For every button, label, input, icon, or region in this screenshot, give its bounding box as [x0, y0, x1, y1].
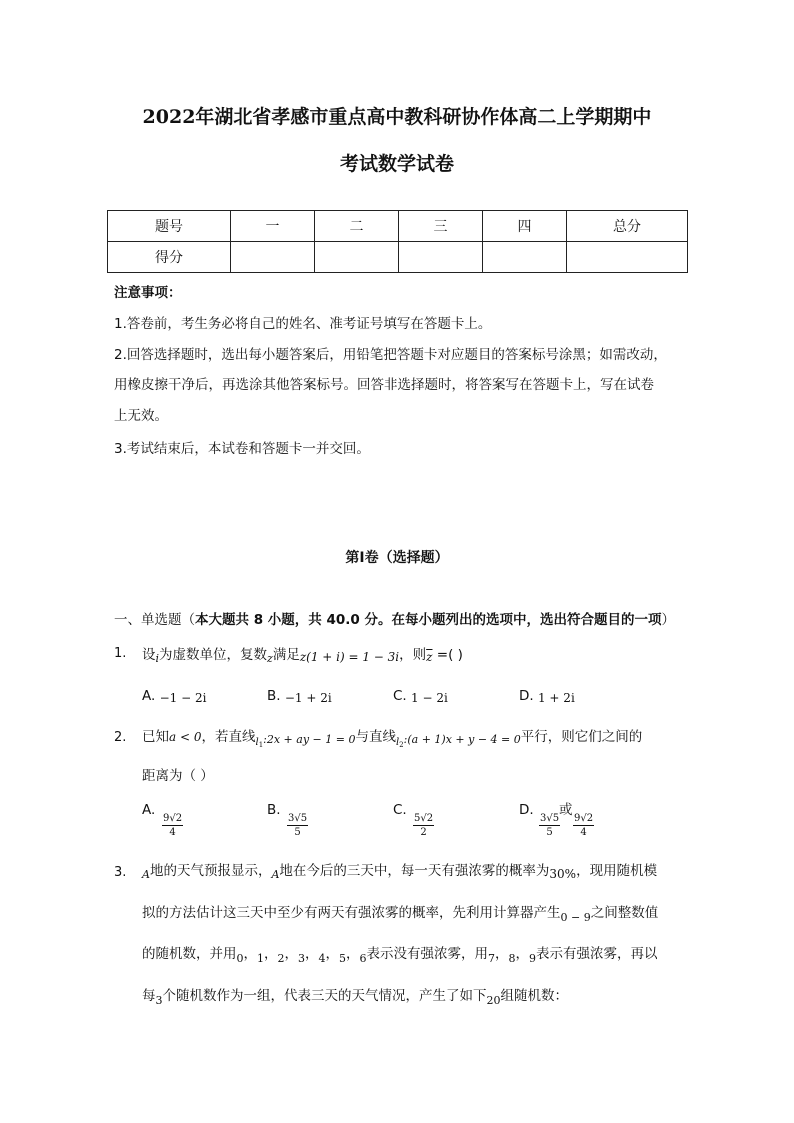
score-table-header-row: [108, 211, 688, 242]
score-cell: [315, 242, 399, 273]
q3-comma: ，: [243, 946, 257, 962]
q3-digit: 7: [488, 952, 495, 965]
numerator: 9√2: [574, 813, 594, 824]
question-2-stem-line2: 距离为（ ）: [142, 768, 214, 784]
denominator: 4: [169, 827, 176, 838]
q2-line1-symbol: l: [255, 737, 259, 748]
header-cell: 二: [315, 211, 399, 242]
q3-text: 个随机数作为一组，代表三天的天气情况，产生了如下: [162, 988, 487, 1004]
q2-option-d-fraction-1: [539, 812, 560, 839]
notice-item-2-line1: 2.回答选择题时，选出每小题答案后，用铅笔把答题卡对应题目的答案标号涂黑；如需改动，: [114, 347, 667, 363]
q3-text: 组随机数：: [500, 988, 568, 1004]
denominator: 2: [420, 827, 427, 838]
q2-text: 平行，则它们之间的: [520, 729, 643, 745]
q1-text: 设: [142, 647, 156, 663]
q1-text: ，则: [399, 647, 427, 663]
q1-option-c[interactable]: [393, 686, 448, 708]
q2-line2-subscript: 2: [399, 741, 404, 749]
denominator: 4: [580, 827, 587, 838]
q2-option-a[interactable]: [142, 800, 155, 820]
header-cell: 三: [399, 211, 483, 242]
score-table-score-row: [108, 242, 688, 273]
q3-digit: 2: [277, 952, 285, 965]
q3-digit: 9: [529, 952, 536, 965]
question-3-stem-line1: [142, 861, 657, 885]
question-3-stem-line2: [142, 903, 658, 928]
header-cell: 题号: [108, 211, 231, 242]
question-number: 1.: [114, 646, 127, 661]
header-cell: 总分: [567, 211, 688, 242]
q3-comma: ，: [325, 946, 339, 962]
q3-number: 3: [155, 994, 163, 1007]
q3-text: 的随机数，并用: [142, 946, 237, 962]
option-label: C.: [393, 802, 407, 818]
q1-option-d[interactable]: [519, 686, 575, 708]
question-number: 2.: [114, 730, 127, 745]
q3-text: ，现用随机模: [576, 863, 658, 879]
option-label: B.: [267, 802, 281, 818]
question-2-stem: [142, 727, 642, 755]
q1-math-z: z: [267, 652, 273, 665]
score-cell: [231, 242, 315, 273]
q3-text: 之间整数值: [590, 905, 659, 921]
q3-digit: 5: [339, 952, 346, 965]
numerator: 9√2: [163, 813, 183, 824]
q1-text: 满足: [272, 647, 300, 663]
q3-digit: 0: [236, 952, 244, 965]
question-3-stem-line4: [142, 986, 568, 1011]
q3-text: 每: [142, 988, 156, 1004]
q3-comma: ，: [264, 946, 278, 962]
option-value: 1 + 2i: [537, 691, 575, 705]
q2-option-d-or: 或: [559, 802, 573, 818]
q3-text: 地的天气预报显示，: [149, 863, 272, 879]
q1-text: 为虚数单位，复数: [159, 647, 268, 663]
numerator: 3√5: [288, 813, 308, 824]
q3-comma: ，: [495, 946, 509, 962]
q3-math-a: A: [142, 868, 150, 881]
denominator: 5: [294, 827, 301, 838]
option-value: 1 − 2i: [411, 691, 448, 705]
question-number: 3.: [114, 865, 127, 880]
q3-text: 表示有强浓雾，再以: [536, 946, 658, 962]
q1-text: =( ): [432, 647, 463, 663]
q3-comma: ，: [515, 946, 529, 962]
section1-prefix: 一、单选题（: [114, 612, 195, 628]
option-label: D.: [519, 688, 534, 704]
q1-math-zbar: $\overline{z}$: [426, 650, 433, 664]
option-label: D.: [519, 802, 534, 818]
q3-comma: ，: [284, 946, 298, 962]
q2-line1-subscript: 1: [258, 741, 264, 749]
q2-option-a-fraction: [162, 812, 183, 839]
q2-text: 与直线: [355, 729, 396, 745]
section1-heading: [114, 610, 675, 630]
section1-description: 本大题共 8 小题，共 40.0 分。在每小题列出的选项中，选出符合题目的一项: [195, 612, 662, 628]
q3-digit: 4: [318, 952, 326, 965]
row-label-cell: 得分: [108, 242, 231, 273]
section1-suffix: ）: [661, 612, 676, 628]
q3-math-a: A: [271, 868, 280, 881]
q3-text: 拟的方法估计这三天中至少有两天有强浓雾的概率，先利用计算器产生: [142, 905, 561, 921]
header-cell: 四: [483, 211, 567, 242]
q2-option-b[interactable]: [267, 800, 281, 820]
denominator: 5: [546, 827, 553, 838]
option-label: B.: [267, 688, 281, 704]
part1-title: 第I卷（选择题）: [345, 550, 449, 566]
q2-option-c[interactable]: [393, 800, 407, 820]
notice-item-2-line3: 上无效。: [114, 408, 168, 424]
q3-probability: 30%: [549, 867, 577, 881]
notice-heading: 注意事项：: [114, 285, 182, 301]
q2-line2-symbol: l: [395, 737, 400, 748]
notice-item-1: 1.答卷前，考生务必将自己的姓名、准考证号填写在答题卡上。: [114, 316, 492, 332]
question-3-stem-line3: [142, 944, 658, 969]
q2-line2-equation: :(a + 1)x + y − 4 = 0: [403, 733, 521, 746]
exam-title-line1: 2022年湖北省孝感市重点高中教科研协作体高二上学期期中: [142, 106, 652, 128]
question-1-stem: [142, 645, 463, 669]
q2-text: 已知: [142, 729, 169, 745]
notice-item-3: 3.考试结束后，本试卷和答题卡一并交回。: [114, 441, 370, 457]
q1-math-i: i: [155, 652, 160, 665]
option-value: −1 + 2i: [284, 691, 332, 705]
q1-option-b[interactable]: [267, 686, 332, 708]
q3-comma: ，: [305, 946, 319, 962]
q2-line1-equation: :2x + ay − 1 = 0: [263, 733, 356, 746]
q3-digit: 3: [298, 952, 305, 965]
numerator: 3√5: [540, 813, 560, 824]
q3-digit: 8: [508, 952, 516, 965]
q3-text: 地在今后的三天中，每一天有强浓雾的概率为: [279, 863, 550, 879]
q1-equation: z(1 + i) = 1 − 3i: [299, 650, 400, 664]
option-value: −1 − 2i: [159, 691, 207, 705]
q3-comma: ，: [346, 946, 360, 962]
option-label: A.: [142, 688, 156, 704]
q1-option-a[interactable]: [142, 686, 206, 708]
q2-option-b-fraction: [287, 812, 308, 839]
option-label: C.: [393, 688, 407, 704]
q3-text: 表示没有强浓雾，用: [366, 946, 488, 962]
score-cell: [399, 242, 483, 273]
q3-number: 20: [486, 994, 501, 1007]
header-cell: 一: [231, 211, 315, 242]
q2-option-d[interactable]: [519, 800, 534, 820]
q2-option-c-fraction: [413, 812, 434, 839]
q2-option-d-fraction-2: [573, 812, 594, 839]
numerator: 5√2: [414, 813, 434, 824]
score-cell: [483, 242, 567, 273]
score-table: [107, 210, 688, 273]
score-cell: [567, 242, 688, 273]
q2-condition: a < 0: [169, 730, 202, 744]
q3-range: 0 − 9: [560, 911, 591, 924]
q2-text: ，若直线: [201, 729, 256, 745]
q3-digit: 6: [359, 952, 367, 965]
exam-title-line2: 考试数学试卷: [339, 153, 454, 175]
notice-item-2-line2: 用橡皮擦干净后，再选涂其他答案标号。回答非选择题时，将答案写在答题卡上，写在试卷: [114, 377, 654, 393]
q3-digit: 1: [257, 952, 264, 965]
option-label: A.: [142, 802, 156, 818]
